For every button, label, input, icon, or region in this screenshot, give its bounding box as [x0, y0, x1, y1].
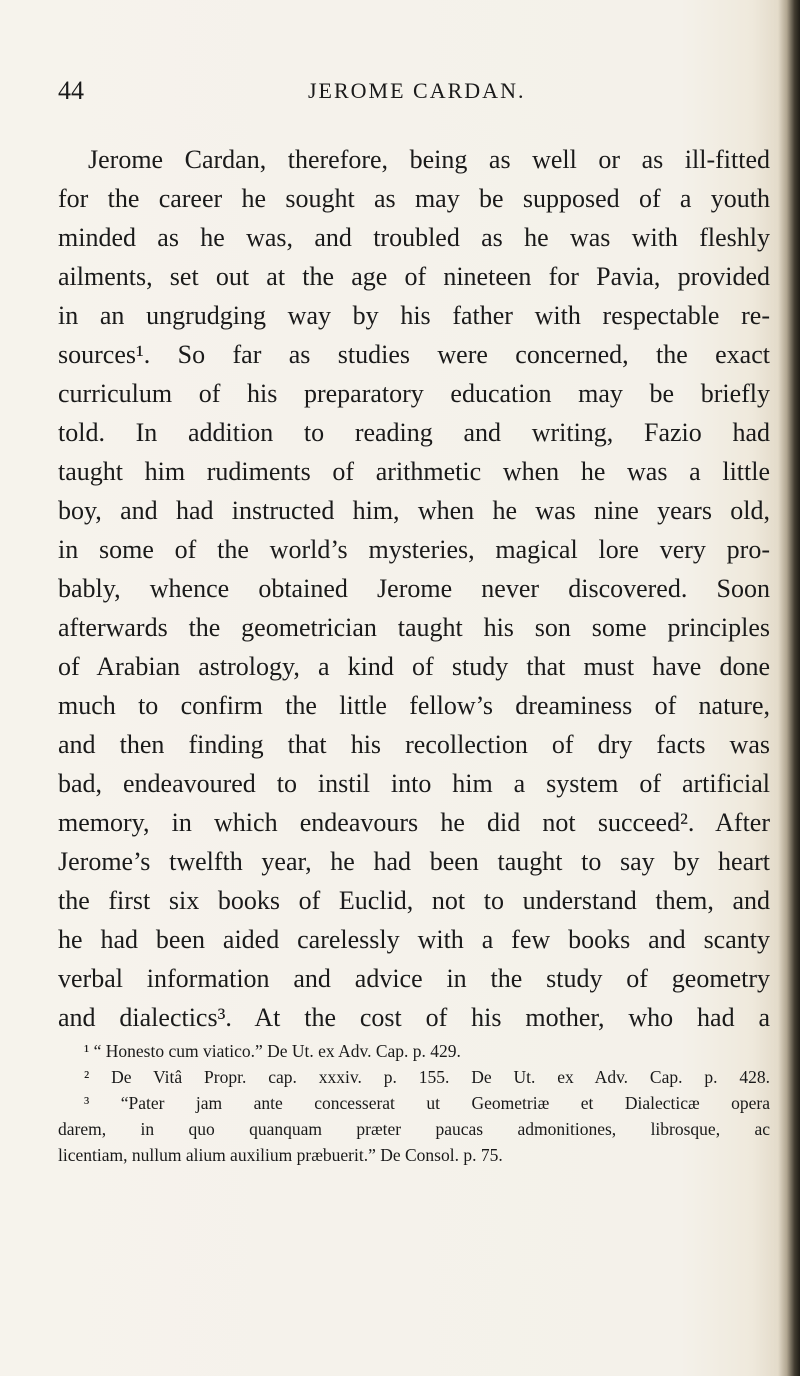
body-line: verbal information and advice in the study of geometry	[58, 964, 770, 993]
book-binding-edge	[778, 0, 800, 1376]
body-line: ailments, set out at the age of nineteen for Pavia, provided	[58, 262, 770, 291]
body-line: in an ungrudging way by his father with respectable re-	[58, 301, 770, 330]
body-line: bad, endeavoured to instil into him a system of artificial	[58, 769, 770, 798]
body-line: he had been aided carelessly with a few books and scanty	[58, 925, 770, 954]
page-number: 44	[58, 76, 84, 105]
footnotes	[58, 1038, 770, 1168]
body-line: curriculum of his preparatory education may be briefly	[58, 379, 770, 408]
body-line: memory, in which endeavours he did not succeed². After	[58, 808, 770, 837]
body-line: much to confirm the little fellow’s dreaminess of nature,	[58, 691, 770, 720]
body-line: told. In addition to reading and writing, Fazio had	[58, 418, 770, 447]
body-line: afterwards the geometrician taught his son some principles	[58, 613, 770, 642]
footnote-3-continued: darem, in quo quanquam præter paucas admonitiones, librosque, ac	[58, 1119, 770, 1139]
body-line: for the career he sought as may be supposed of a youth	[58, 184, 770, 213]
body-line: Jerome Cardan, therefore, being as well or as ill-fitted	[88, 145, 770, 174]
page-header	[58, 76, 758, 116]
running-head: JEROME CARDAN.	[308, 78, 526, 103]
body-line: the first six books of Euclid, not to understand them, and	[58, 886, 770, 915]
body-line: minded as he was, and troubled as he was with fleshly	[58, 223, 770, 252]
footnote-3-continued: licentiam, nullum alium auxilium præbuerit.” De Consol. p. 75.	[58, 1145, 503, 1165]
body-text	[58, 140, 770, 1037]
footnote-2: ² De Vitâ Propr. cap. xxxiv. p. 155. De Ut. ex Adv. Cap. p. 428.	[84, 1067, 770, 1087]
body-line: and dialectics³. At the cost of his mother, who had a	[58, 1003, 770, 1032]
body-line: and then finding that his recollection of dry facts was	[58, 730, 770, 759]
body-line: bably, whence obtained Jerome never discovered. Soon	[58, 574, 770, 603]
footnote-1: ¹ “ Honesto cum viatico.” De Ut. ex Adv. Cap. p. 429.	[84, 1041, 461, 1061]
footnote-3: ³ “Pater jam ante concesserat ut Geometriæ et Dialecticæ opera	[84, 1093, 770, 1113]
body-line: Jerome’s twelfth year, he had been taught to say by heart	[58, 847, 770, 876]
body-line: boy, and had instructed him, when he was nine years old,	[58, 496, 770, 525]
body-line: taught him rudiments of arithmetic when he was a little	[58, 457, 770, 486]
body-line: of Arabian astrology, a kind of study that must have done	[58, 652, 770, 681]
body-line: in some of the world’s mysteries, magical lore very pro-	[58, 535, 770, 564]
body-line: sources¹. So far as studies were concerned, the exact	[58, 340, 770, 369]
